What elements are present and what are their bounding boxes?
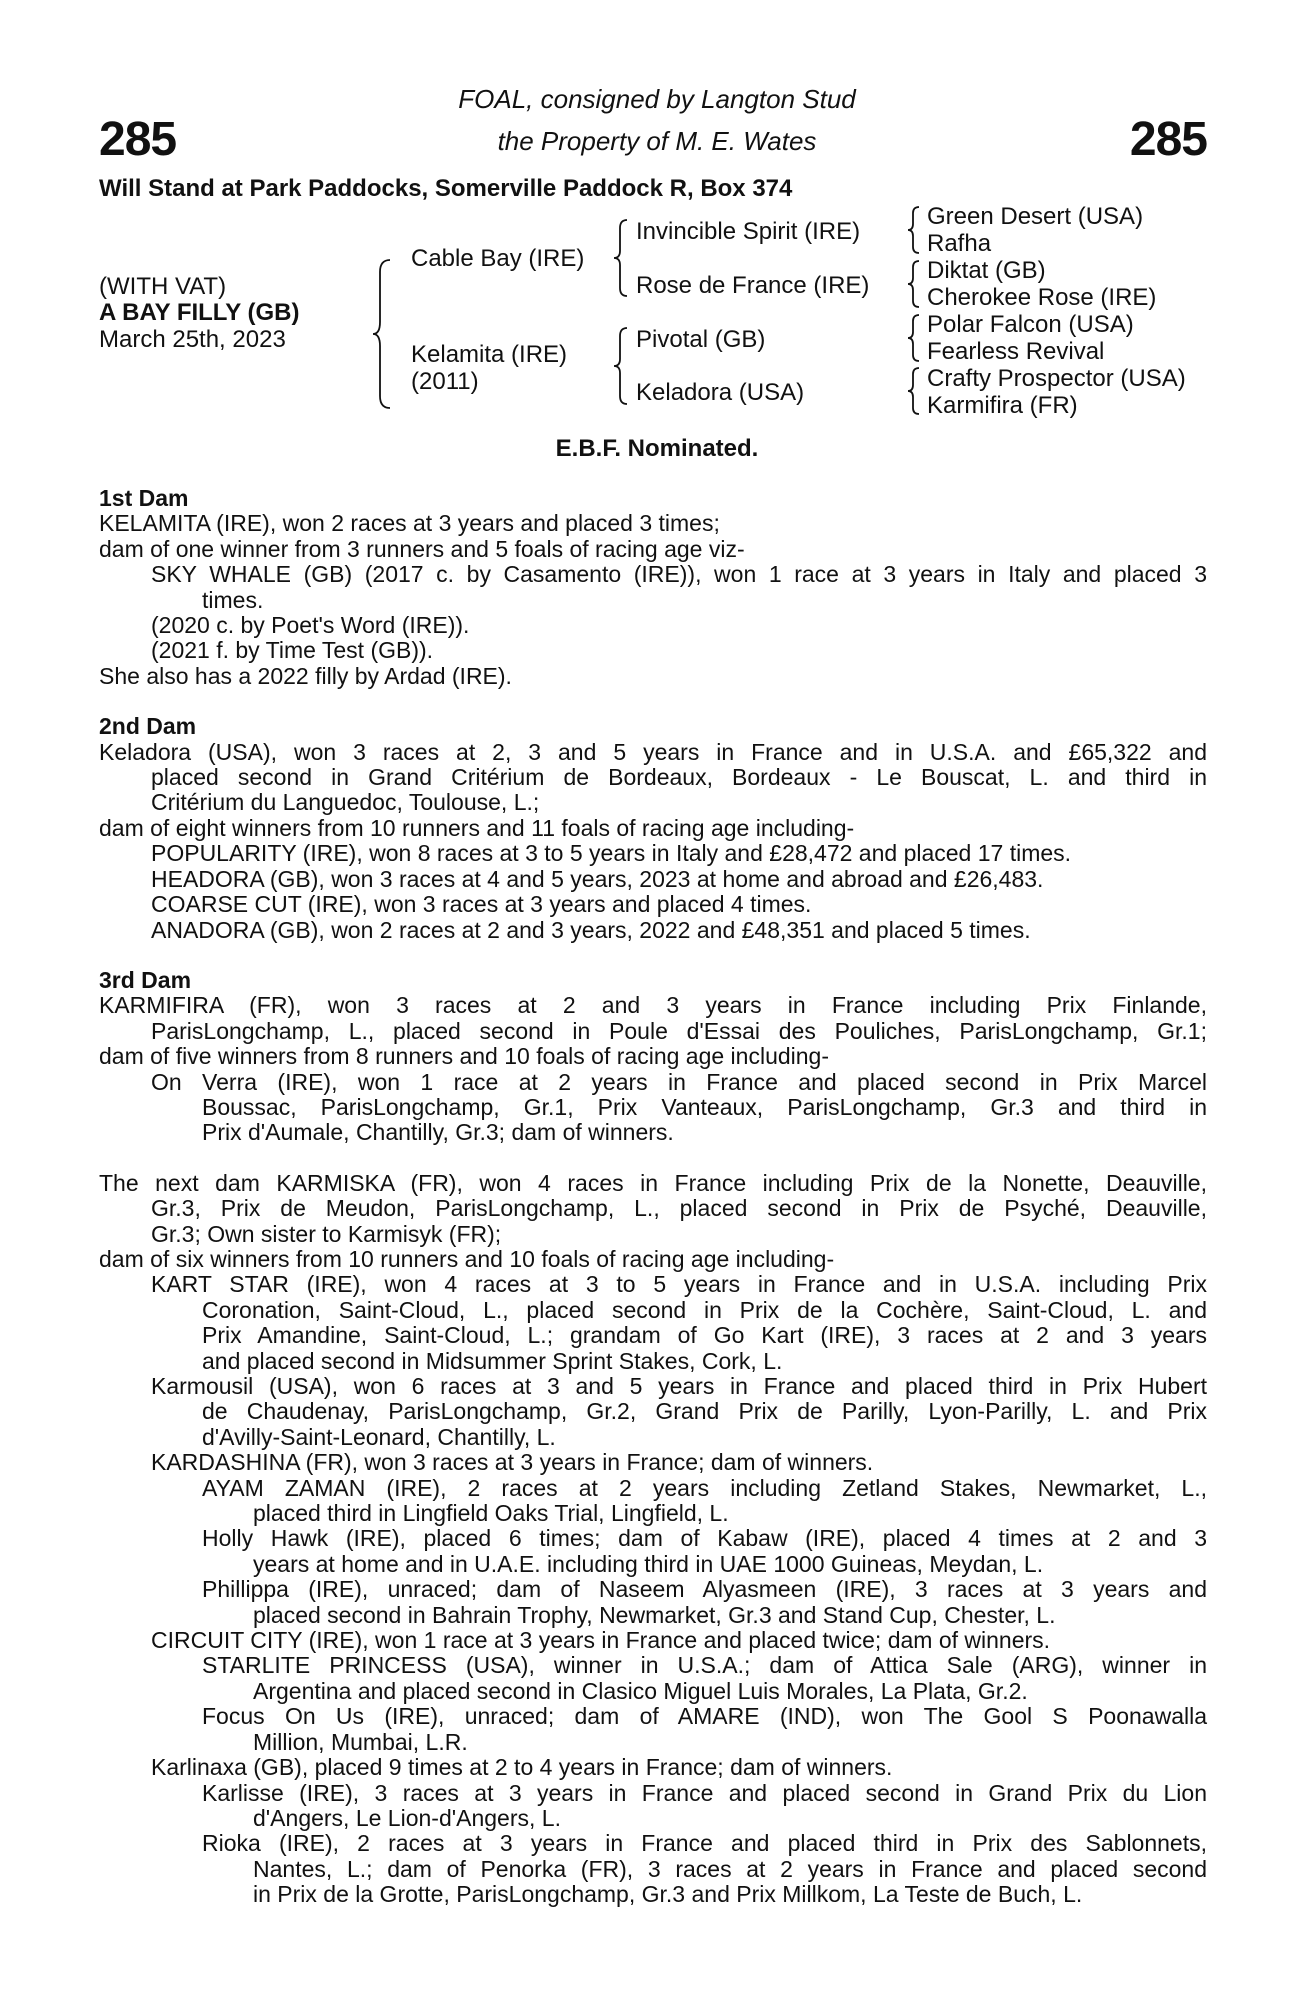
body-line: in Prix de la Grotte, ParisLongchamp, Gr.3 and Prix Millkom, La Teste de Buch, L. bbox=[253, 1881, 1083, 1908]
body-line: Boussac, ParisLongchamp, Gr.1, Prix Vanteaux, ParisLongchamp, Gr.3 and third in bbox=[202, 1093, 1207, 1120]
body-line: dam of six winners from 10 runners and 10 foals of racing age including- bbox=[99, 1245, 835, 1272]
body-line: STARLITE PRINCESS (USA), winner in U.S.A.; dam of Attica Sale (ARG), winner in bbox=[202, 1652, 1207, 1679]
brace-main bbox=[372, 258, 394, 410]
ancestor-6: Fearless Revival bbox=[927, 338, 1105, 365]
body-line: d'Avilly-Saint-Leonard, Chantilly, L. bbox=[202, 1423, 556, 1450]
body-line: times. bbox=[202, 586, 264, 613]
dam-dam: Keladora (USA) bbox=[636, 379, 805, 406]
body-line: ParisLongchamp, L., placed second in Poule d'Essai des Pouliches, ParisLongchamp, Gr.1; bbox=[151, 1017, 1207, 1044]
body-line: Focus On Us (IRE), unraced; dam of AMARE (IND), won The Gool S Poonawalla bbox=[202, 1703, 1207, 1730]
sire-dam: Rose de France (IRE) bbox=[636, 272, 870, 299]
body-line: Keladora (USA), won 3 races at 2, 3 and 5 years in France and in U.S.A. and £65,322 and bbox=[99, 738, 1207, 765]
body-line: placed third in Lingfield Oaks Trial, Lingfield, L. bbox=[253, 1500, 729, 1527]
body-line: de Chaudenay, ParisLongchamp, Gr.2, Grand Prix de Parilly, Lyon-Parilly, L. and Prix bbox=[202, 1398, 1207, 1425]
ancestor-3: Diktat (GB) bbox=[927, 257, 1046, 284]
body-line: KELAMITA (IRE), won 2 races at 3 years and placed 3 times; bbox=[99, 510, 720, 537]
lot-number-right: 285 bbox=[1129, 113, 1207, 166]
body-line: dam of one winner from 3 runners and 5 foals of racing age viz- bbox=[99, 535, 745, 562]
foaling-date: March 25th, 2023 bbox=[99, 326, 286, 353]
brace-dam bbox=[612, 326, 630, 406]
sire-sire: Invincible Spirit (IRE) bbox=[636, 218, 861, 245]
body-line: dam of eight winners from 10 runners and 11 foals of racing age including- bbox=[99, 814, 855, 841]
section-heading-1st-dam: 1st Dam bbox=[99, 485, 189, 511]
lot-number-left: 285 bbox=[99, 113, 177, 166]
dam-sire: Pivotal (GB) bbox=[636, 326, 766, 353]
lot-name bbox=[99, 299, 299, 327]
section-heading-3rd-dam: 3rd Dam bbox=[99, 966, 192, 993]
body-line: Critérium du Languedoc, Toulouse, L.; bbox=[151, 789, 540, 816]
body-line: Prix d'Aumale, Chantilly, Gr.3; dam of winners. bbox=[202, 1119, 674, 1146]
body-line: Karlinaxa (GB), placed 9 times at 2 to 4 years in France; dam of winners. bbox=[151, 1754, 893, 1781]
brace-g4 bbox=[906, 366, 922, 416]
brace-sire bbox=[612, 218, 630, 298]
body-line: She also has a 2022 filly by Ardad (IRE). bbox=[99, 662, 512, 689]
catalogue-body bbox=[99, 486, 1207, 1908]
body-line: Prix Amandine, Saint-Cloud, L.; grandam of Go Kart (IRE), 3 races at 2 and 3 years bbox=[202, 1322, 1207, 1349]
brace-g2 bbox=[906, 259, 922, 309]
body-line: and placed second in Midsummer Sprint Stakes, Cork, L. bbox=[202, 1347, 783, 1374]
body-line: Coronation, Saint-Cloud, L., placed second in Prix de la Cochère, Saint-Cloud, L. and bbox=[202, 1296, 1207, 1323]
ancestor-8: Karmifira (FR) bbox=[927, 392, 1078, 419]
body-line: Nantes, L.; dam of Penorka (FR), 3 races at 2 years in France and placed second bbox=[253, 1855, 1207, 1882]
body-line: ANADORA (GB), won 2 races at 2 and 3 years, 2022 and £48,351 and placed 5 times. bbox=[151, 916, 1031, 943]
body-line: dam of five winners from 8 runners and 10 foals of racing age including- bbox=[99, 1043, 830, 1070]
body-line: KARDASHINA (FR), won 3 races at 3 years in France; dam of winners. bbox=[151, 1449, 874, 1476]
body-line: The next dam KARMISKA (FR), won 4 races in France including Prix de la Nonette, Deauville, bbox=[99, 1169, 1207, 1196]
body-line: Karmousil (USA), won 6 races at 3 and 5 years in France and placed third in Prix Hubert bbox=[151, 1373, 1207, 1399]
vat-label: (WITH VAT) bbox=[99, 273, 227, 300]
ancestor-5: Polar Falcon (USA) bbox=[927, 311, 1134, 338]
body-line: SKY WHALE (GB) (2017 c. by Casamento (IRE)), won 1 race at 3 years in Italy and placed 3 bbox=[151, 561, 1207, 588]
property-line: the Property of M. E. Wates bbox=[497, 126, 817, 156]
body-line: Gr.3, Prix de Meudon, ParisLongchamp, L., placed second in Prix de Psyché, Deauville, bbox=[151, 1195, 1207, 1222]
body-line: POPULARITY (IRE), won 8 races at 3 to 5 years in Italy and £28,472 and placed 17 times. bbox=[151, 840, 1072, 867]
body-line: (2021 f. by Time Test (GB)). bbox=[151, 637, 434, 664]
stand-location: Will Stand at Park Paddocks, Somerville Paddock R, Box 374 bbox=[99, 175, 793, 202]
ancestor-4: Cherokee Rose (IRE) bbox=[927, 284, 1157, 311]
body-line: Million, Mumbai, L.R. bbox=[253, 1728, 468, 1755]
body-line: Argentina and placed second in Clasico Miguel Luis Morales, La Plata, Gr.2. bbox=[253, 1677, 1028, 1704]
body-line: AYAM ZAMAN (IRE), 2 races at 2 years including Zetland Stakes, Newmarket, L., bbox=[202, 1474, 1207, 1501]
consignor-line: FOAL, consigned by Langton Stud bbox=[458, 84, 856, 114]
body-line: Holly Hawk (IRE), placed 6 times; dam of Kabaw (IRE), placed 4 times at 2 and 3 bbox=[202, 1525, 1207, 1552]
body-line: Rioka (IRE), 2 races at 3 years in France and placed third in Prix des Sablonnets, bbox=[202, 1830, 1207, 1857]
body-line: placed second in Bahrain Trophy, Newmarket, Gr.3 and Stand Cup, Chester, L. bbox=[253, 1601, 1056, 1628]
body-line: On Verra (IRE), won 1 race at 2 years in France and placed second in Prix Marcel bbox=[151, 1068, 1207, 1095]
body-line: CIRCUIT CITY (IRE), won 1 race at 3 years in France and placed twice; dam of winners. bbox=[151, 1627, 1051, 1654]
ancestor-7: Crafty Prospector (USA) bbox=[927, 365, 1186, 392]
body-line: years at home and in U.A.E. including third in UAE 1000 Guineas, Meydan, L. bbox=[253, 1550, 1044, 1577]
body-line: KARMIFIRA (FR), won 3 races at 2 and 3 years in France including Prix Finlande, bbox=[99, 992, 1207, 1019]
body-line: placed second in Grand Critérium de Bordeaux, Bordeaux - Le Bouscat, L. and third in bbox=[151, 764, 1207, 791]
ebf-nominated: E.B.F. Nominated. bbox=[555, 435, 759, 462]
body-line: KART STAR (IRE), won 4 races at 3 to 5 years in France and in U.S.A. including Prix bbox=[151, 1271, 1207, 1298]
body-line: Phillippa (IRE), unraced; dam of Naseem Alyasmeen (IRE), 3 races at 3 years and bbox=[202, 1576, 1207, 1603]
dam-year: (2011) bbox=[411, 368, 479, 395]
brace-g3 bbox=[906, 313, 922, 363]
body-line: (2020 c. by Poet's Word (IRE)). bbox=[151, 612, 470, 639]
ancestor-2: Rafha bbox=[927, 230, 992, 257]
body-line: Karlisse (IRE), 3 races at 3 years in France and placed second in Grand Prix du Lion bbox=[202, 1779, 1207, 1806]
brace-g1 bbox=[906, 205, 922, 255]
body-line: Gr.3; Own sister to Karmisyk (FR); bbox=[151, 1220, 502, 1247]
dam-name: Kelamita (IRE) bbox=[411, 341, 568, 368]
lot-name-text: A BAY FILLY (GB) bbox=[99, 299, 300, 326]
body-line: HEADORA (GB), won 3 races at 4 and 5 years, 2023 at home and abroad and £26,483. bbox=[151, 865, 1044, 892]
body-line: COARSE CUT (IRE), won 3 races at 3 years and placed 4 times. bbox=[151, 891, 812, 918]
section-heading-2nd-dam: 2nd Dam bbox=[99, 713, 197, 740]
body-line: d'Angers, Le Lion-d'Angers, L. bbox=[253, 1804, 561, 1831]
sire-name: Cable Bay (IRE) bbox=[411, 245, 585, 272]
ancestor-1: Green Desert (USA) bbox=[927, 203, 1144, 230]
